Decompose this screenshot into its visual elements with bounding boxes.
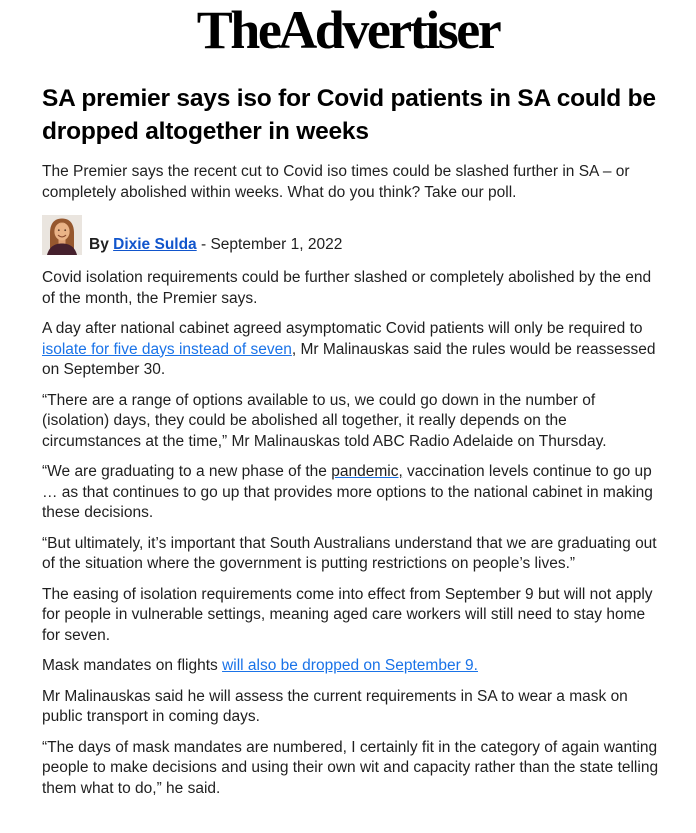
paragraph-text: “We are graduating to a new phase of the bbox=[42, 463, 332, 480]
author-link[interactable]: Dixie Sulda bbox=[113, 236, 197, 253]
headline: SA premier says iso for Covid patients in SA could be dropped altogether in weeks bbox=[42, 85, 656, 145]
paragraph-text: Covid isolation requirements could be further slashed or completely abolished by the end of the month, the Premier says. bbox=[42, 269, 652, 307]
isolate-five-days-link[interactable]: isolate for five days instead of seven bbox=[42, 340, 292, 358]
article-paragraph bbox=[42, 391, 662, 453]
paragraph-text: “There are a range of options available to us, we could go down in the number of (isolation) days, they could be abolished all together, it really depends on the circumstances at the time,” Mr Malinauskas told ABC Radio Adelaide on Thursday. bbox=[42, 391, 607, 450]
paragraph-text: vaccination levels continue to go up … as that continues to go up that provides more options to the national cabinet in making these decisions. bbox=[42, 463, 653, 521]
article-paragraph bbox=[42, 268, 662, 309]
article-paragraph bbox=[42, 319, 662, 381]
paragraph-text: , Mr Malinauskas said the rules would be reassessed on September 30. bbox=[42, 340, 656, 378]
byline-date: September 1, 2022 bbox=[210, 236, 343, 253]
author-avatar bbox=[42, 215, 82, 255]
article-paragraph bbox=[42, 585, 662, 647]
article-paragraph bbox=[42, 738, 662, 800]
standfirst: The Premier says the recent cut to Covid iso times could be slashed further in SA – or completely abolished within weeks. What do you think? Take our poll. bbox=[42, 163, 630, 201]
article bbox=[0, 82, 696, 833]
paragraph-text: Mr Malinauskas said he will assess the current requirements in SA to wear a mask on public transport in coming days. bbox=[42, 687, 628, 725]
masthead-logo[interactable]: The Advertiser bbox=[196, 0, 500, 60]
paragraph-text: The easing of isolation requirements come into effect from September 9 but will not apply for people in vulnerable settings, meaning aged care workers will still need to stay home for seven. bbox=[42, 585, 653, 644]
paragraph-text: Mask mandates on flights bbox=[42, 657, 223, 674]
pandemic-link[interactable]: pandemic, bbox=[331, 463, 403, 480]
article-paragraph bbox=[42, 462, 662, 524]
byline bbox=[42, 215, 662, 255]
byline-text bbox=[89, 235, 342, 255]
article-paragraph bbox=[42, 656, 662, 677]
paragraph-text: “But ultimately, it’s important that South Australians understand that we are graduating out of the situation where the government is putting restrictions on people’s lives.” bbox=[42, 534, 657, 572]
paragraph-text: “The days of mask mandates are numbered, I certainly fit in the category of again wanting people to make decisions and using their own wit and capacity rather than the state telling them what to do,” he said. bbox=[42, 738, 659, 797]
byline-prefix: By bbox=[89, 236, 114, 253]
mask-mandate-dropped-link[interactable]: will also be dropped on September 9. bbox=[222, 657, 478, 674]
author-photo-icon bbox=[42, 215, 82, 255]
paragraph-text: A day after national cabinet agreed asymptomatic Covid patients will only be required to bbox=[42, 320, 643, 337]
masthead bbox=[0, 0, 696, 58]
article-paragraph bbox=[42, 534, 662, 575]
article-body bbox=[42, 268, 662, 799]
article-paragraph bbox=[42, 687, 662, 728]
byline-separator: - bbox=[196, 236, 211, 253]
